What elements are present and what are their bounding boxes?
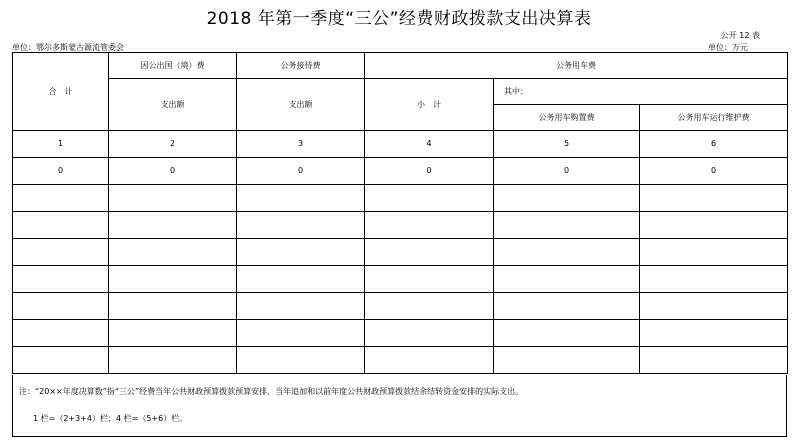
column-number: 4 <box>365 131 494 158</box>
header-abroad: 因公出国（境）费 <box>109 53 237 79</box>
table-cell <box>237 239 365 266</box>
table-cell <box>365 293 494 320</box>
table-cell <box>640 266 788 293</box>
form-number: 公开 12 表 <box>720 31 760 40</box>
table-cell <box>365 320 494 347</box>
table-cell <box>109 185 237 212</box>
table-cell <box>494 266 640 293</box>
table-cell <box>494 239 640 266</box>
column-number: 6 <box>640 131 788 158</box>
table-cell <box>109 212 237 239</box>
header-of-which: 其中： <box>494 79 788 105</box>
column-number: 5 <box>494 131 640 158</box>
table-cell <box>13 293 109 320</box>
table-cell <box>109 293 237 320</box>
budget-table <box>12 52 788 374</box>
column-number-row <box>13 131 788 158</box>
table-row <box>13 266 788 293</box>
header-total: 合 计 <box>13 53 109 131</box>
table-cell <box>365 347 494 374</box>
header-vehicle-purchase: 公务用车购置费 <box>494 105 640 131</box>
table-cell <box>13 320 109 347</box>
table-cell <box>640 320 788 347</box>
table-cell <box>13 239 109 266</box>
table-cell <box>109 320 237 347</box>
note-line-1: 注：“20××年度决算数”指“三公”经费当年公共财政预算拨款预算安排、当年追加和以前年度公共财政预算拨款结余结转资金安排的实际支出。 <box>19 387 524 396</box>
table-cell <box>13 347 109 374</box>
table-cell <box>494 212 640 239</box>
table-cell <box>640 293 788 320</box>
unit-currency: 单位：万元 <box>708 43 748 52</box>
table-row <box>13 239 788 266</box>
table-cell <box>494 347 640 374</box>
table-cell <box>494 320 640 347</box>
table-row <box>13 320 788 347</box>
table-cell: 0 <box>494 158 640 185</box>
column-number: 2 <box>109 131 237 158</box>
header-reception-expense: 支出额 <box>237 79 365 131</box>
table-row <box>13 185 788 212</box>
unit-organization: 单位：鄂尔多斯蒙古源流管委会 <box>12 43 124 52</box>
table-cell <box>109 239 237 266</box>
table-cell <box>237 293 365 320</box>
table-cell <box>109 266 237 293</box>
column-number: 1 <box>13 131 109 158</box>
table-cell <box>640 185 788 212</box>
table-cell <box>237 266 365 293</box>
table-cell: 0 <box>640 158 788 185</box>
table-cell <box>365 212 494 239</box>
table-cell <box>365 266 494 293</box>
table-cell <box>640 347 788 374</box>
table-cell <box>13 266 109 293</box>
table-cell <box>640 239 788 266</box>
table-cell <box>109 347 237 374</box>
table-cell <box>237 347 365 374</box>
table-cell: 0 <box>237 158 365 185</box>
table-cell <box>494 293 640 320</box>
header-reception: 公务接待费 <box>237 53 365 79</box>
column-number: 3 <box>237 131 365 158</box>
table-cell <box>237 185 365 212</box>
note-line-2: 1 栏=（2+3+4）栏；4 栏=（5+6）栏。 <box>33 414 188 423</box>
page-title: 2018 年第一季度“三公”经费财政拨款支出决算表 <box>206 9 592 29</box>
table-cell <box>13 212 109 239</box>
table-cell <box>237 212 365 239</box>
header-vehicle-operation: 公务用车运行维护费 <box>640 105 788 131</box>
table-cell: 0 <box>365 158 494 185</box>
table-cell <box>494 185 640 212</box>
table-cell <box>365 185 494 212</box>
table-row <box>13 212 788 239</box>
table-row <box>13 293 788 320</box>
header-vehicle: 公务用车费 <box>365 53 788 79</box>
table-row <box>13 158 788 185</box>
table-cell <box>640 212 788 239</box>
table-cell: 0 <box>13 158 109 185</box>
table-cell <box>365 239 494 266</box>
table-cell <box>13 185 109 212</box>
table-cell: 0 <box>109 158 237 185</box>
header-subtotal: 小 计 <box>365 79 494 131</box>
header-abroad-expense: 支出额 <box>109 79 237 131</box>
table-row <box>13 347 788 374</box>
notes-box <box>12 375 787 437</box>
table-cell <box>237 320 365 347</box>
